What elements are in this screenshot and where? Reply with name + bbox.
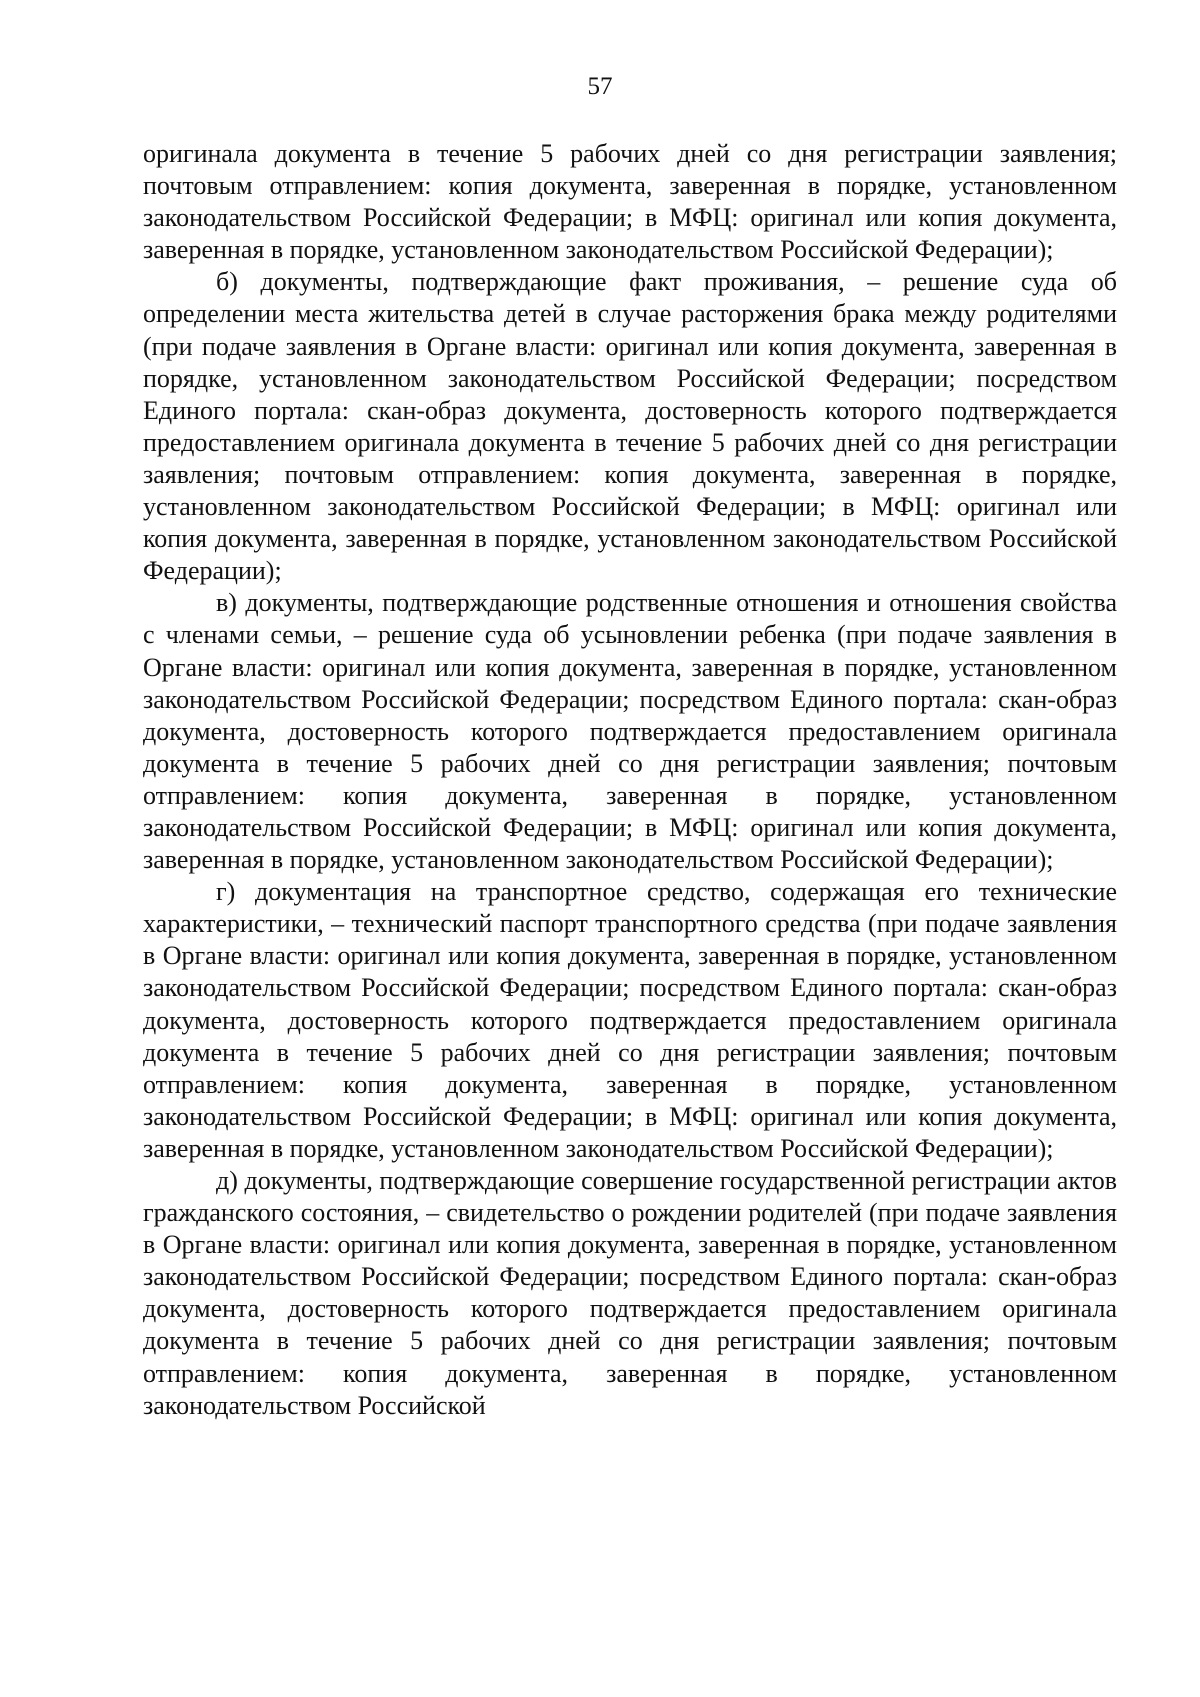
paragraph-item-v: в) документы, подтверждающие родственные отношения и отношения свойства с членами семьи, – решение суда об усыновлении ребенка (при подаче заявления в Органе власти: оригинал или копия документа, заверенная в порядке, установленном законодательством Российской Федерации; посредством Единого портала: скан-образ документа, достоверность которого подтверждается предоставлением оригинала документа в течение 5 рабочих дней со дня регистрации заявления; почтовым отправлением: копия документа, заверенная в порядке, установленном законодательством Российской Федерации; в МФЦ: оригинал или копия документа, заверенная в порядке, установленном законодательством Российской Федерации); <box>143 588 1117 875</box>
paragraph-item-d: д) документы, подтверждающие совершение государственной регистрации актов гражданского состояния, – свидетельство о рождении родителей (при подаче заявления в Органе власти: оригинал или копия документа, заверенная в порядке, установленном законодательством Российской Федерации; посредством Единого портала: скан-образ документа, достоверность которого подтверждается предоставлением оригинала документа в течение 5 рабочих дней со дня регистрации заявления; почтовым отправлением: копия документа, заверенная в порядке, установленном законодательством Российской <box>143 1166 1117 1420</box>
paragraph-item-b: б) документы, подтверждающие факт проживания, – решение суда об определении места жительства детей в случае расторжения брака между родителями (при подаче заявления в Органе власти: оригинал или копия документа, заверенная в порядке, установленном законодательством Российской Федерации; посредством Единого портала: скан-образ документа, достоверность которого подтверждается предоставлением оригинала документа в течение 5 рабочих дней со дня регистрации заявления; почтовым отправлением: копия документа, заверенная в порядке, установленном законодательством Российской Федерации; в МФЦ: оригинал или копия документа, заверенная в порядке, установленном законодательством Российской Федерации); <box>143 267 1117 586</box>
paragraph-continuation: оригинала документа в течение 5 рабочих дней со дня регистрации заявления; почтовым отправлением: копия документа, заверенная в порядке, установленном законодательством Российской Федерации; в МФЦ: оригинал или копия документа, заверенная в порядке, установленном законодательством Российской Федерации); <box>143 139 1117 265</box>
paragraph-item-g: г) документация на транспортное средство, содержащая его технические характеристики, – технический паспорт транспортного средства (при подаче заявления в Органе власти: оригинал или копия документа, заверенная в порядке, установленном законодательством Российской Федерации; посредством Единого портала: скан-образ документа, достоверность которого подтверждается предоставлением оригинала документа в течение 5 рабочих дней со дня регистрации заявления; почтовым отправлением: копия документа, заверенная в порядке, установленном законодательством Российской Федерации; в МФЦ: оригинал или копия документа, заверенная в порядке, установленном законодательством Российской Федерации); <box>143 877 1117 1163</box>
page-number: 57 <box>587 73 613 100</box>
document-body <box>143 138 1117 1422</box>
